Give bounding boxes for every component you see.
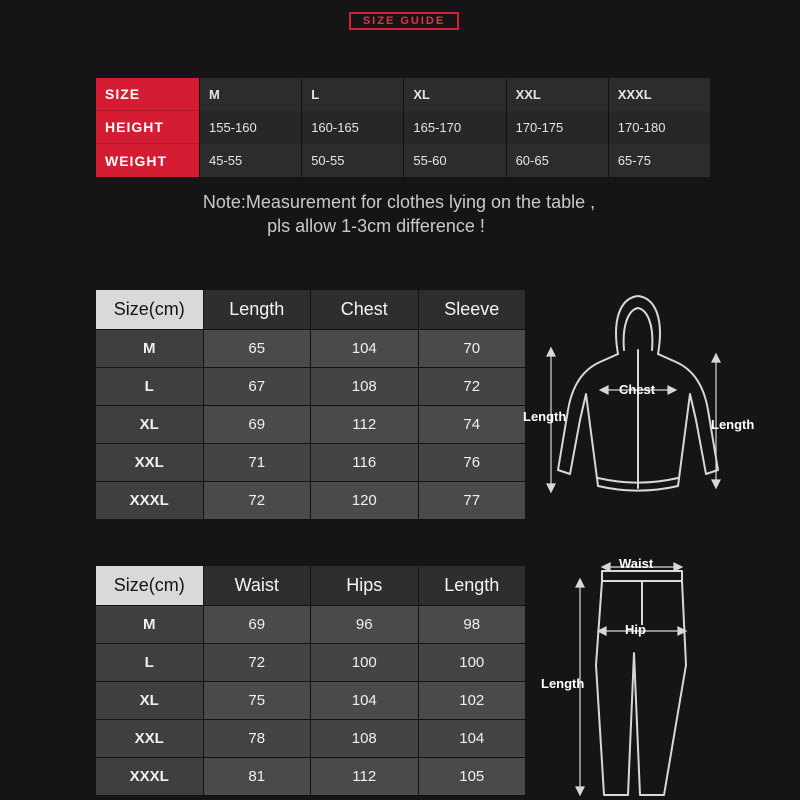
pants-measurement-table	[96, 566, 526, 796]
table-cell: XXXL	[96, 482, 204, 520]
table-cell: 104	[311, 682, 419, 720]
column-header: Chest	[311, 290, 419, 330]
table-cell: 112	[311, 406, 419, 444]
row-header: SIZE	[96, 78, 199, 111]
table-cell: 170-180	[608, 111, 710, 144]
length-label: Length	[541, 676, 585, 691]
length-label-right: Length	[711, 417, 755, 432]
jacket-measurement-table	[96, 290, 526, 520]
table-cell: 98	[419, 606, 527, 644]
column-header: Length	[419, 566, 527, 606]
table-cell: 104	[311, 330, 419, 368]
measurement-note-line2: pls allow 1-3cm difference !	[267, 216, 485, 236]
table-cell: 165-170	[403, 111, 505, 144]
table-cell: 108	[311, 368, 419, 406]
table-cell: 96	[311, 606, 419, 644]
chest-label: Chest	[619, 382, 656, 397]
table-row	[96, 682, 526, 720]
table-cell: M	[96, 330, 204, 368]
table-cell: 104	[419, 720, 527, 758]
table-row	[96, 406, 526, 444]
table-cell: 160-165	[301, 111, 403, 144]
table-cell: 65	[204, 330, 312, 368]
table-cell: XL	[96, 682, 204, 720]
table-cell: XXXL	[608, 78, 710, 111]
table-row	[96, 78, 710, 111]
column-header: Size(cm)	[96, 566, 204, 606]
table-row	[96, 144, 710, 177]
table-cell: 60-65	[506, 144, 608, 177]
table-cell: M	[199, 78, 301, 111]
hip-label: Hip	[625, 622, 646, 637]
table-cell: 71	[204, 444, 312, 482]
table-cell: 77	[419, 482, 527, 520]
table-row	[96, 644, 526, 682]
table-cell: 70	[419, 330, 527, 368]
measurement-note-line1: Note:Measurement for clothes lying on the table ,	[202, 192, 596, 212]
table-cell: 67	[204, 368, 312, 406]
jacket-diagram	[520, 290, 790, 505]
table-row	[96, 758, 526, 796]
column-header: Size(cm)	[96, 290, 204, 330]
length-label-left: Length	[523, 409, 567, 424]
table-cell: 155-160	[199, 111, 301, 144]
row-header: HEIGHT	[96, 111, 199, 144]
table-cell: XXXL	[96, 758, 204, 796]
table-cell: M	[96, 606, 204, 644]
table-cell: XL	[403, 78, 505, 111]
table-row	[96, 482, 526, 520]
column-header: Waist	[204, 566, 312, 606]
table-cell: 72	[204, 482, 312, 520]
table-row	[96, 111, 710, 144]
table-cell: 100	[311, 644, 419, 682]
table-cell: 116	[311, 444, 419, 482]
table-cell: XL	[96, 406, 204, 444]
table-cell: 69	[204, 606, 312, 644]
table-cell: 72	[419, 368, 527, 406]
table-row	[96, 606, 526, 644]
table-cell: 112	[311, 758, 419, 796]
table-row	[96, 368, 526, 406]
table-row	[96, 720, 526, 758]
table-cell: 75	[204, 682, 312, 720]
table-cell: 69	[204, 406, 312, 444]
table-cell: L	[96, 644, 204, 682]
size-guide-title: SIZE GUIDE	[349, 12, 459, 30]
table-header-row	[96, 566, 526, 606]
column-header: Sleeve	[419, 290, 527, 330]
table-cell: 81	[204, 758, 312, 796]
table-cell: L	[96, 368, 204, 406]
table-cell: 76	[419, 444, 527, 482]
table-cell: 105	[419, 758, 527, 796]
table-cell: 78	[204, 720, 312, 758]
table-cell: 45-55	[199, 144, 301, 177]
table-cell: 65-75	[608, 144, 710, 177]
column-header: Length	[204, 290, 312, 330]
table-cell: 108	[311, 720, 419, 758]
table-row	[96, 444, 526, 482]
table-cell: 72	[204, 644, 312, 682]
table-cell: L	[301, 78, 403, 111]
table-cell: 100	[419, 644, 527, 682]
table-cell: XXL	[96, 444, 204, 482]
column-header: Hips	[311, 566, 419, 606]
table-cell: 55-60	[403, 144, 505, 177]
table-row	[96, 330, 526, 368]
size-height-weight-table	[96, 78, 710, 177]
table-cell: 74	[419, 406, 527, 444]
table-cell: XXL	[506, 78, 608, 111]
table-cell: 50-55	[301, 144, 403, 177]
table-cell: 102	[419, 682, 527, 720]
table-cell: 170-175	[506, 111, 608, 144]
waist-label: Waist	[619, 556, 654, 571]
table-cell: XXL	[96, 720, 204, 758]
table-header-row	[96, 290, 526, 330]
table-cell: 120	[311, 482, 419, 520]
row-header: WEIGHT	[96, 144, 199, 177]
